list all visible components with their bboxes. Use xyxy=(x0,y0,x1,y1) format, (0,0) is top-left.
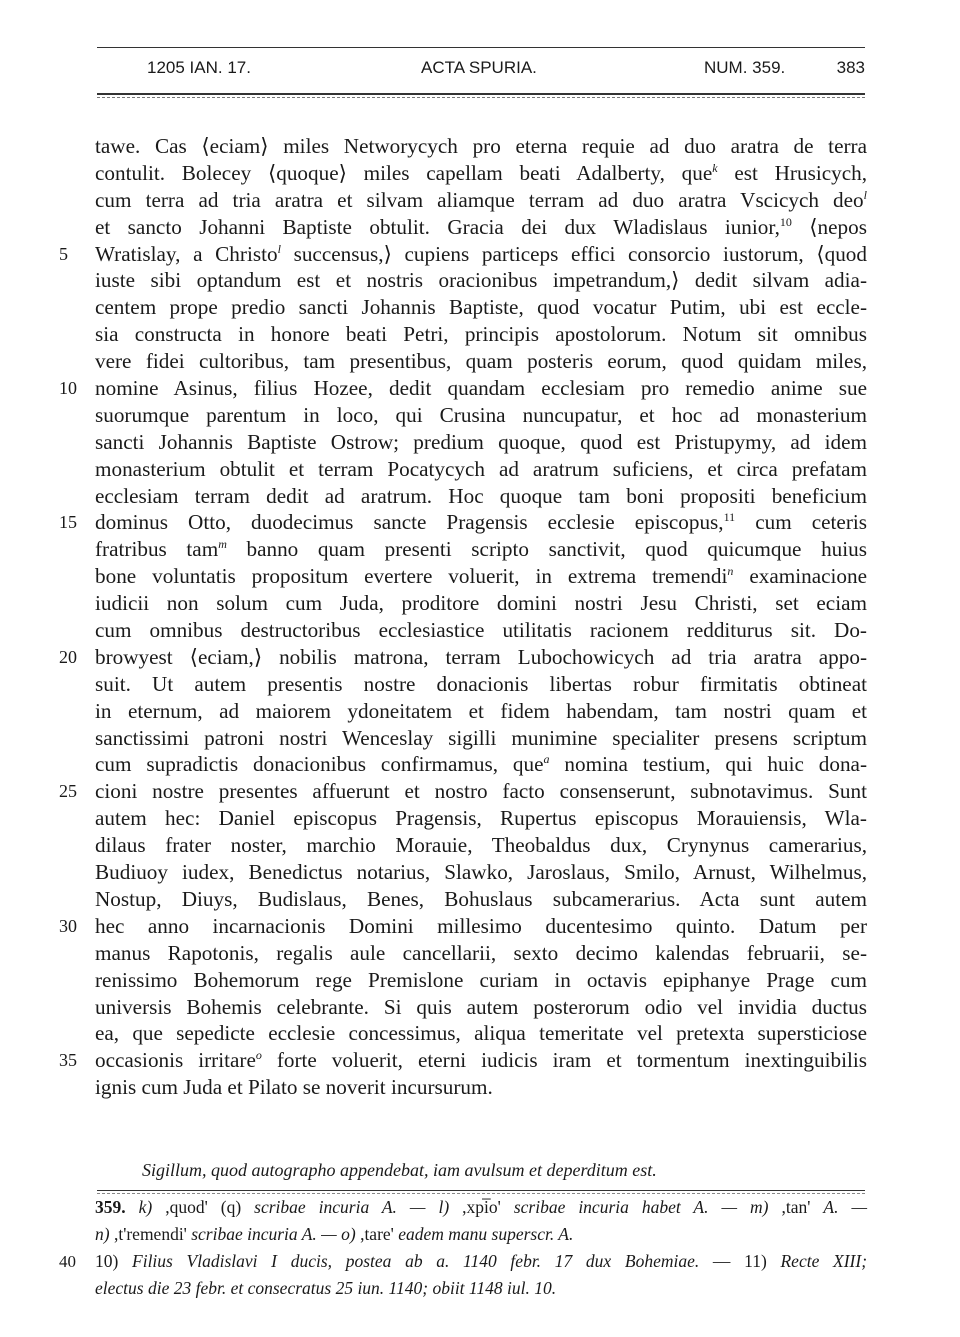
text-line xyxy=(95,725,867,752)
text-line xyxy=(59,509,868,536)
footnote-o-text: ,tare' xyxy=(355,1224,399,1244)
line-text: sancti Johannis Baptiste Ostrow; predium quoque, quod est Pristupymy, ad idem xyxy=(95,429,867,454)
line-text: centem prope predio sancti Johannis Baptiste, quod vocatur Putim, ubi est eccle- xyxy=(95,295,867,320)
line-text: sia constructa in honore beati Petri, principis apostolorum. Notum sit omnibus xyxy=(95,322,867,347)
footnote-mark-m: m) xyxy=(750,1197,769,1217)
line-text-continued: est Hrusicych, xyxy=(717,160,867,185)
line-text: ea, que sepedicte ecclesie concessimus, aliqua temeritate vel pretexta supersticiose xyxy=(95,1021,867,1046)
footnote-mark-o: o) xyxy=(341,1224,356,1244)
footnote-n-comment: scribae incuria A. — xyxy=(191,1224,342,1244)
top-rule xyxy=(97,47,865,48)
footnote-reference: 10 xyxy=(779,214,792,229)
line-text: bone voluntatis propositum evertere voluerit, in extrema tremendi xyxy=(95,564,728,589)
line-text: monasterium obtulit et terram Pocatycych ad aratrum suficiens, et circa prefatam xyxy=(95,456,867,481)
footnote-m-comment: A. — xyxy=(823,1197,868,1217)
line-text: Nostup, Diuys, Budislaus, Benes, Bohuslaus subcamerarius. Acta sunt autem xyxy=(95,886,867,911)
line-text-continued: forte voluerit, eterni iudicis iram et tormentum inextinguibilis xyxy=(261,1048,867,1073)
footnote-reference: o xyxy=(255,1048,262,1063)
line-text: cum supradictis donacionibus confirmamus, que xyxy=(95,752,544,777)
footnote-rule xyxy=(97,1190,865,1191)
footnote-line-3 xyxy=(59,1248,868,1275)
text-line xyxy=(95,1020,867,1047)
line-text: ignis cum Juda et Pilato se noverit incursurum. xyxy=(95,1075,493,1100)
text-line xyxy=(95,940,867,967)
seal-note: Sigillum, quod autographo appendebat, iam avulsum et deperditum est. xyxy=(142,1160,657,1180)
text-line xyxy=(95,483,867,510)
text-line xyxy=(59,1047,867,1074)
running-head-number: NUM. 359. xyxy=(704,58,786,77)
text-line xyxy=(59,375,867,402)
text-line xyxy=(95,321,867,348)
text-line xyxy=(95,832,867,859)
running-head xyxy=(97,58,865,86)
line-text-continued: succensus,⟩ cupiens particeps effici consorcio iustorum, ⟨quod xyxy=(280,241,867,266)
line-text: renissimo Bohemorum rege Premislone curiam in octavis epiphanye Prage cum xyxy=(95,967,867,992)
text-line xyxy=(59,241,867,268)
header-rule xyxy=(97,93,865,95)
footnote-k-text: ,quod' (q) xyxy=(152,1197,255,1217)
text-line xyxy=(95,617,867,644)
text-line xyxy=(95,590,867,617)
footnote-line-1 xyxy=(95,1194,867,1221)
text-line xyxy=(95,698,867,725)
footnote-reference: n xyxy=(727,564,734,579)
header-rule-secondary xyxy=(97,97,865,98)
text-line xyxy=(95,671,867,698)
text-line xyxy=(95,1074,867,1101)
running-head-title: ACTA SPURIA. xyxy=(421,58,537,77)
text-line xyxy=(95,133,867,160)
line-text: dominus Otto, duodecimus sancte Pragensis ecclesie episcopus, xyxy=(95,510,724,535)
text-line xyxy=(59,644,867,671)
page-number: 383 xyxy=(836,58,865,77)
line-text: autem hec: Daniel episcopus Pragensis, Rupertus episcopus Morauiensis, Wla- xyxy=(95,806,867,831)
line-text: manus Rapotonis, regalis aule cancellarii, sexto decimo kalendas februarii, se- xyxy=(95,940,867,965)
line-text: vere fidei cultoribus, tam presentibus, quam posteris eorum, quod quidam miles, xyxy=(95,349,867,374)
footnote-o-comment: eadem manu superscr. A. xyxy=(398,1224,574,1244)
text-line xyxy=(95,994,867,1021)
text-line xyxy=(95,967,867,994)
line-number: 35 xyxy=(59,1050,77,1071)
line-text: et sancto Johanni Baptiste obtulit. Gracia dei dux Wladislaus iunior, xyxy=(95,214,780,239)
text-line xyxy=(95,859,867,886)
line-number: 30 xyxy=(59,915,77,936)
line-number: 20 xyxy=(59,646,77,667)
line-text: ecclesiam terram dedit ad aratrum. Hoc quoque tam boni propositi beneficium xyxy=(95,483,867,508)
footnote-reference: a xyxy=(543,752,550,767)
text-line xyxy=(59,778,867,805)
text-line xyxy=(95,536,867,563)
line-text: cioni nostre presentes affuerunt et nostro facto consenserunt, subnotavimus. Sunt xyxy=(95,779,867,804)
footnote-number: 359. xyxy=(95,1197,126,1217)
footnote-10-text: Filius Vladislavi I ducis, postea ab a. 1140 febr. 17 dux Bohemiae. xyxy=(132,1251,700,1271)
text-line xyxy=(95,751,867,778)
footnote-k-comment: scribae incuria A. — xyxy=(254,1197,439,1217)
text-line xyxy=(95,348,867,375)
footnote-l-text: ,xpi̅o' xyxy=(449,1197,514,1217)
line-text-continued: ⟨nepos xyxy=(791,214,867,239)
footnote-reference: l xyxy=(277,241,281,256)
line-text-continued: cum ceteris xyxy=(735,510,868,535)
footnotes xyxy=(59,1194,868,1302)
text-line xyxy=(95,805,867,832)
line-text: iudicii non solum cum Juda, proditore domini nostri Jesu Christi, set eciam xyxy=(95,591,867,616)
footnote-11-label: 11) xyxy=(744,1251,781,1271)
footnote-l-comment: scribae incuria habet A. — xyxy=(513,1197,751,1217)
line-text: suorumque parentum in loco, qui Crusina nuncupatur, et hoc ad monasterium xyxy=(95,402,867,427)
footnote-reference: m xyxy=(218,537,227,552)
footnote-separator: — xyxy=(699,1251,745,1271)
line-number: 25 xyxy=(59,781,77,802)
line-text: occasionis irritare xyxy=(95,1048,256,1073)
footnote-mark-l: l) xyxy=(438,1197,450,1217)
text-line xyxy=(95,456,867,483)
footnote-m-text: ,tan' xyxy=(768,1197,824,1217)
footnote-line-2 xyxy=(95,1221,867,1248)
line-text: in eternum, ad maiorem ydoneitatem et fidem habendam, tam nostri quam et xyxy=(95,698,867,723)
footnote-reference: 11 xyxy=(723,510,736,525)
text-line xyxy=(59,913,867,940)
line-text-continued: banno quam presenti scripto sanctivit, quod quicumque huius xyxy=(226,537,867,562)
footnote-n-text: ,t'remendi' xyxy=(109,1224,192,1244)
text-line xyxy=(95,563,867,590)
line-text: cum terra ad tria aratra et silvam aliamque terram ad duo aratra Vscicych deo xyxy=(95,187,864,212)
footnote-reference: l xyxy=(863,187,867,202)
line-text: tawe. Cas ⟨eciam⟩ miles Networycych pro eterna requie ad duo aratra de terra xyxy=(95,134,867,158)
footnote-line-4: electus die 23 febr. et consecratus 25 iun. 1140; obiit 1148 iul. 10. xyxy=(95,1278,557,1298)
line-text: browyest ⟨eciam,⟩ nobilis matrona, terram Lubochowicych ad tria aratra appo- xyxy=(95,644,867,669)
line-text: nomine Asinus, filius Hozee, dedit quandam ecclesiam pro remedio anime sue xyxy=(95,376,867,401)
text-line xyxy=(95,886,867,913)
text-line xyxy=(95,429,867,456)
line-text: fratribus tam xyxy=(95,537,219,562)
footnote-mark-n: n) xyxy=(95,1224,110,1244)
line-text: iuste sibi optandum est et nostris oracionibus impetrandum,⟩ dedit silvam adia- xyxy=(95,268,867,293)
text-line xyxy=(95,160,867,187)
line-text: sanctissimi patroni nostri Wenceslay sigilli munimine specialiter presens scriptum xyxy=(95,725,867,750)
footnote-11-text: Recte XIII; xyxy=(780,1251,868,1271)
line-text: Wratislay, a Christo xyxy=(95,241,278,266)
line-text: contulit. Bolecey ⟨quoque⟩ miles capellam beati Adalberty, que xyxy=(95,160,713,185)
line-text: universis Bohemis celebrante. Si quis autem posterorum odio vel invidia ductus xyxy=(95,994,867,1019)
running-head-date: 1205 IAN. 17. xyxy=(147,58,251,77)
line-text-continued: examinacione xyxy=(733,564,867,589)
text-line xyxy=(95,267,867,294)
footnote-reference: k xyxy=(712,160,718,175)
line-text: suit. Ut autem presentis nostre donacionis libertas robur firmitatis obtineat xyxy=(95,671,867,696)
line-number: 15 xyxy=(59,512,77,533)
line-number: 40 xyxy=(59,1252,76,1271)
text-line xyxy=(95,402,867,429)
text-line xyxy=(95,294,867,321)
line-text: cum omnibus destructoribus ecclesiastice utilitatis racionem redditurus sit. Do- xyxy=(95,618,867,643)
line-text: dilaus frater noster, marchio Morauie, Theobaldus dux, Crynynus camerarius, xyxy=(95,833,867,858)
line-text: Budiuoy iudex, Benedictus notarius, Slawko, Jaroslaus, Smilo, Arnust, Wilhelmus, xyxy=(95,860,867,885)
line-text-continued: nomina testium, qui huic dona- xyxy=(549,752,867,777)
footnote-mark-k: k) xyxy=(138,1197,153,1217)
line-number: 5 xyxy=(59,243,68,264)
text-line xyxy=(95,187,867,214)
line-text: hec anno incarnacionis Domini millesimo ducentesimo quinto. Datum per xyxy=(95,913,867,938)
main-text xyxy=(59,133,868,1101)
footnote-10-label: 10) xyxy=(95,1251,133,1271)
text-line xyxy=(95,214,867,241)
line-number: 10 xyxy=(59,378,77,399)
